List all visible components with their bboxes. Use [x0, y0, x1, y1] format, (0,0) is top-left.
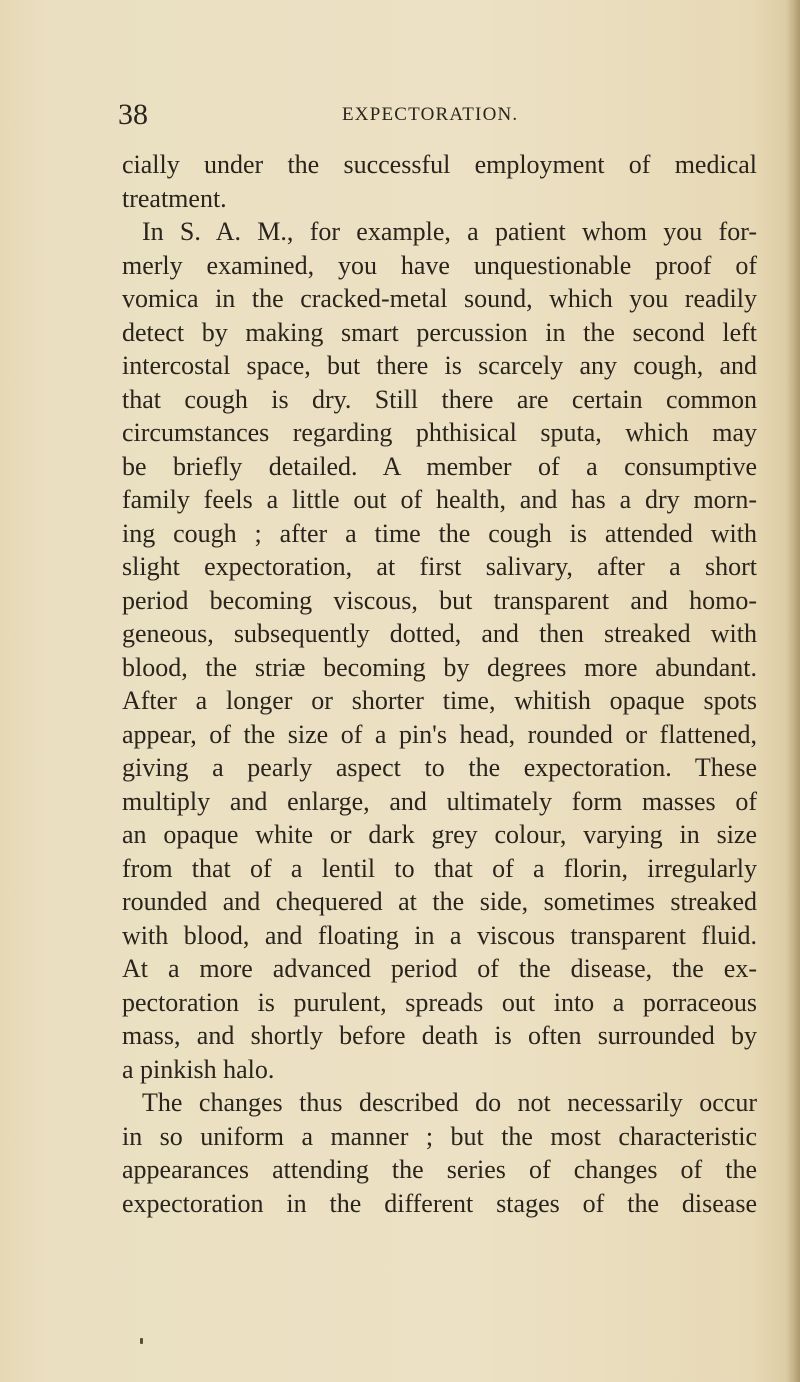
text-line: slight expectoration, at first salivary, after a short: [122, 552, 757, 581]
text-line: from that of a lentil to that of a florin, irregularly: [122, 853, 757, 883]
ink-speck: [140, 1338, 143, 1344]
text-line: with blood, and floating in a viscous transparent fluid.: [122, 920, 757, 950]
text-line: expectoration in the different stages of the disease: [122, 1188, 757, 1218]
page-header: [118, 98, 768, 138]
running-head: EXPECTORATION.: [342, 104, 519, 125]
text-line: multiply and enlarge, and ultimately form masses of: [122, 786, 757, 816]
text-line: detect by making smart percussion in the second left: [122, 317, 757, 347]
text-line: vomica in the cracked-metal sound, which you readily: [122, 284, 757, 313]
text-line: blood, the striæ becoming by degrees more abundant.: [122, 652, 757, 682]
page-edge-shadow: [786, 0, 800, 1382]
page-number: 38: [118, 98, 148, 131]
text-line: an opaque white or dark grey colour, varying in size: [122, 820, 757, 849]
text-line: cially under the successful employment of medical: [122, 150, 757, 179]
text-line: giving a pearly aspect to the expectoration. These: [122, 753, 757, 782]
text-line: that cough is dry. Still there are certain common: [122, 384, 757, 414]
text-line: be briefly detailed. A member of a consumptive: [122, 451, 757, 481]
text-line: period becoming viscous, but transparent and homo-: [122, 585, 757, 615]
text-line: pectoration is purulent, spreads out into a porraceous: [122, 987, 757, 1017]
text-line: intercostal space, but there is scarcely any cough, and: [122, 351, 757, 380]
text-line: appearances attending the series of changes of the: [122, 1155, 757, 1184]
text-line: a pinkish halo.: [122, 1054, 275, 1084]
text-line: The changes thus described do not necessarily occur: [142, 1088, 757, 1117]
text-line: geneous, subsequently dotted, and then streaked with: [122, 619, 757, 648]
text-line: After a longer or shorter time, whitish opaque spots: [122, 686, 757, 715]
text-line: At a more advanced period of the disease, the ex-: [122, 954, 757, 983]
text-line: treatment.: [122, 183, 227, 213]
text-line: merly examined, you have unquestionable proof of: [122, 250, 757, 280]
text-line: appear, of the size of a pin's head, rounded or flattened,: [122, 719, 757, 749]
body-text: [122, 148, 757, 1220]
text-line: circumstances regarding phthisical sputa, which may: [122, 418, 757, 447]
text-line: In S. A. M., for example, a patient whom you for-: [142, 217, 757, 246]
text-line: mass, and shortly before death is often surrounded by: [122, 1021, 757, 1050]
text-line: rounded and chequered at the side, sometimes streaked: [122, 887, 757, 916]
text-line: in so uniform a manner ; but the most characteristic: [122, 1121, 757, 1151]
text-line: family feels a little out of health, and has a dry morn-: [122, 485, 757, 514]
text-line: ing cough ; after a time the cough is attended with: [122, 518, 757, 548]
